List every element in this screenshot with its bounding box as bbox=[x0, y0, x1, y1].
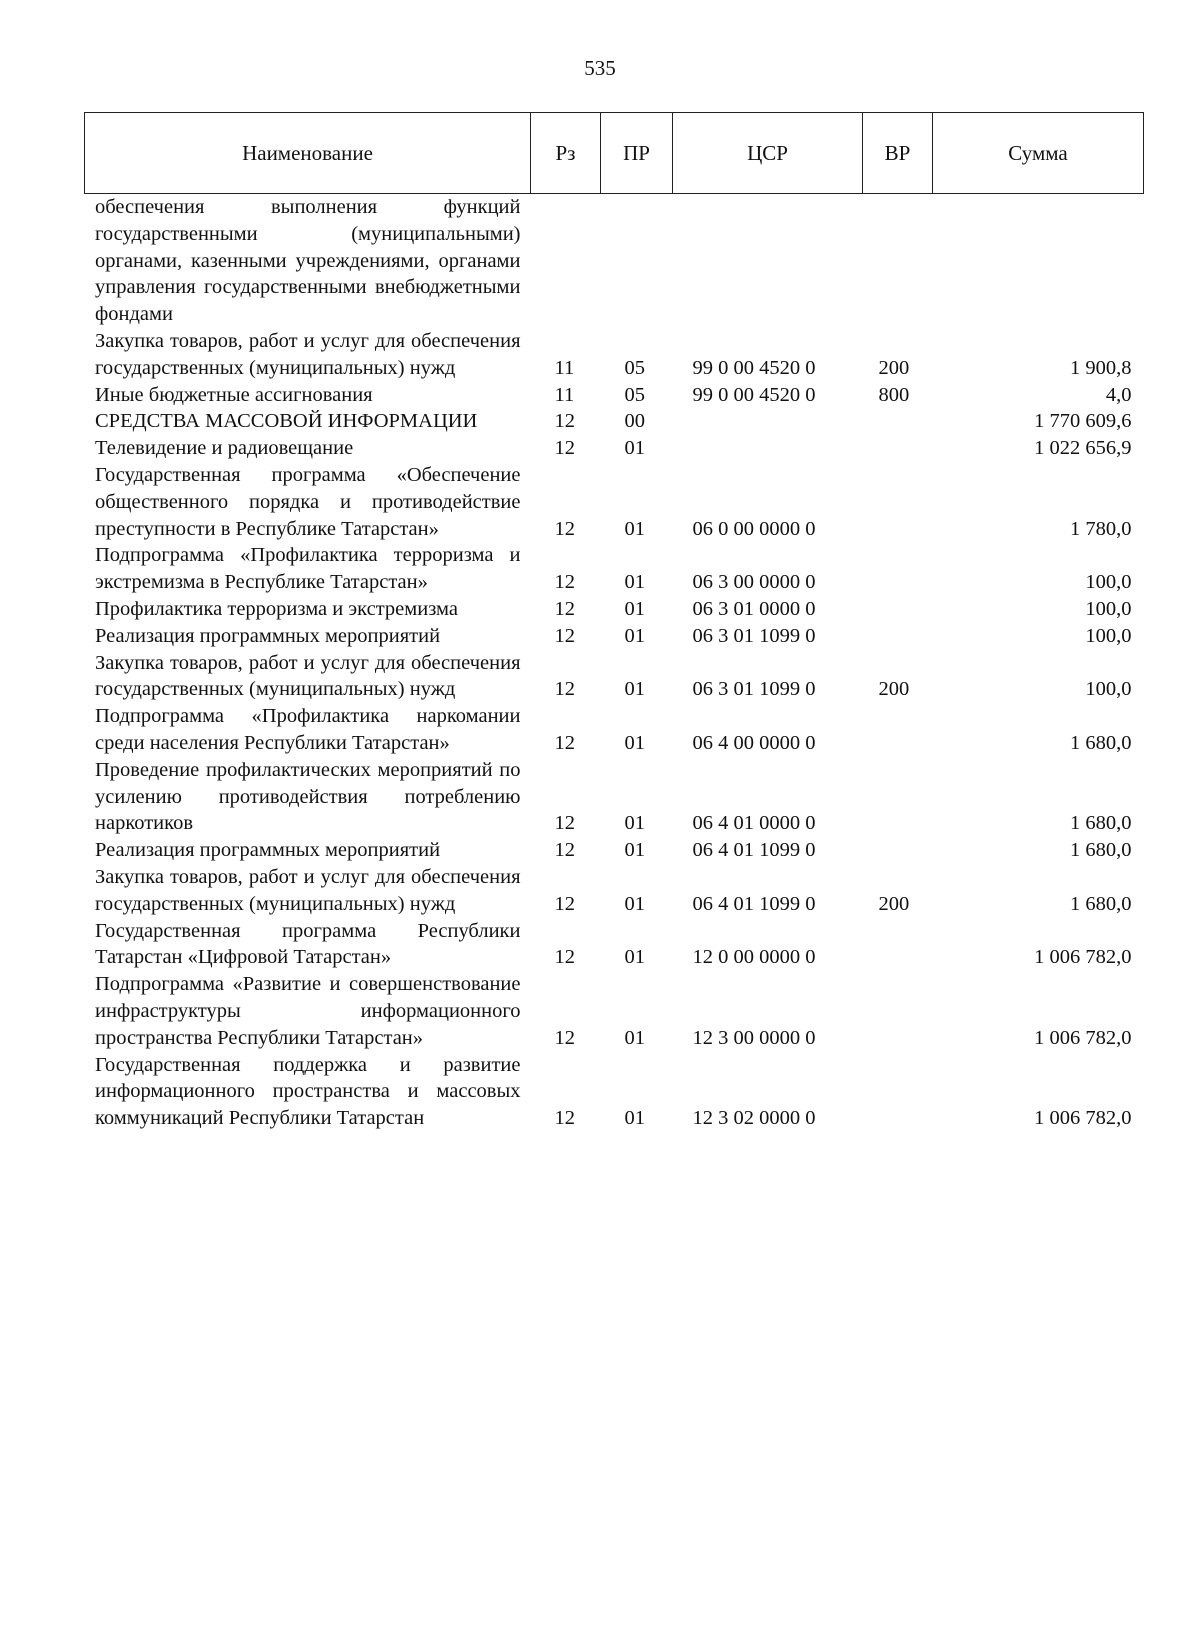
budget-table bbox=[84, 112, 1144, 1132]
table-row bbox=[85, 1052, 1144, 1132]
cell-name: Подпрограмма «Развитие и совершенствование инфраструктуры информационного пространства Республики Татарстан» bbox=[95, 973, 521, 1049]
cell-sum: 1 022 656,9 bbox=[1034, 437, 1132, 460]
cell-vr bbox=[863, 918, 933, 972]
header-row bbox=[85, 113, 1144, 194]
cell-name: Закупка товаров, работ и услуг для обеспечения государственных (муниципальных) нужд bbox=[95, 329, 521, 379]
cell-sum: 1 900,8 bbox=[1070, 356, 1132, 379]
cell-rz: 12 bbox=[554, 517, 575, 540]
cell-sum: 1 006 782,0 bbox=[1034, 1026, 1132, 1049]
table-row bbox=[85, 435, 1144, 462]
table-row bbox=[85, 408, 1144, 435]
cell-sum: 100,0 bbox=[1085, 571, 1132, 594]
cell-rz: 12 bbox=[554, 946, 575, 969]
cell-csr: 99 0 00 4520 0 bbox=[692, 356, 816, 379]
cell-csr: 12 3 02 0000 0 bbox=[692, 1107, 816, 1130]
cell-vr: 800 bbox=[878, 383, 910, 406]
cell-csr: 06 3 01 1099 0 bbox=[692, 678, 816, 701]
cell-vr bbox=[863, 194, 933, 328]
cell-sum: 100,0 bbox=[1085, 624, 1132, 647]
cell-sum: 1 680,0 bbox=[1070, 731, 1132, 754]
cell-rz: 12 bbox=[554, 1026, 575, 1049]
cell-rz: 12 bbox=[554, 892, 575, 915]
cell-vr: 200 bbox=[878, 678, 910, 701]
cell-vr bbox=[863, 837, 933, 864]
cell-rz: 12 bbox=[554, 812, 575, 835]
cell-vr: 200 bbox=[878, 356, 910, 379]
cell-vr bbox=[863, 462, 933, 542]
table-row bbox=[85, 864, 1144, 918]
cell-pr: 01 bbox=[624, 731, 645, 754]
cell-name: Подпрограмма «Профилактика терроризма и экстремизма в Республике Татарстан» bbox=[95, 544, 521, 594]
cell-csr: 06 4 01 0000 0 bbox=[692, 812, 816, 835]
table-body bbox=[85, 194, 1144, 1132]
cell-sum: 100,0 bbox=[1085, 678, 1132, 701]
cell-pr bbox=[601, 194, 673, 328]
cell-sum bbox=[933, 194, 1144, 328]
cell-vr bbox=[863, 703, 933, 757]
cell-vr bbox=[863, 542, 933, 596]
cell-rz: 11 bbox=[554, 383, 575, 406]
cell-csr: 06 3 01 0000 0 bbox=[692, 597, 816, 620]
cell-vr bbox=[863, 623, 933, 650]
cell-csr: 06 4 00 0000 0 bbox=[692, 731, 816, 754]
table-row bbox=[85, 918, 1144, 972]
cell-csr: 12 0 00 0000 0 bbox=[692, 946, 816, 969]
cell-pr: 01 bbox=[624, 839, 645, 862]
cell-name: СРЕДСТВА МАССОВОЙ ИНФОРМАЦИИ bbox=[95, 410, 478, 433]
cell-csr: 06 0 00 0000 0 bbox=[692, 517, 816, 540]
header-name: Наименование bbox=[85, 113, 531, 194]
cell-vr bbox=[863, 435, 933, 462]
cell-csr bbox=[673, 194, 863, 328]
cell-name: Реализация программных мероприятий bbox=[95, 624, 441, 647]
cell-pr: 01 bbox=[624, 624, 645, 647]
cell-rz: 12 bbox=[554, 678, 575, 701]
table-row bbox=[85, 382, 1144, 409]
cell-name: Телевидение и радиовещание bbox=[95, 437, 354, 460]
table-header bbox=[85, 113, 1144, 194]
cell-csr: 06 4 01 1099 0 bbox=[692, 892, 816, 915]
cell-rz: 11 bbox=[554, 356, 575, 379]
cell-pr: 01 bbox=[624, 1107, 645, 1130]
cell-name: Государственная поддержка и развитие информационного пространства и массовых коммуникаций Республики Татарстан bbox=[95, 1053, 521, 1130]
cell-rz: 12 bbox=[554, 410, 575, 433]
cell-pr: 05 bbox=[624, 356, 645, 379]
cell-pr: 01 bbox=[624, 597, 645, 620]
cell-rz: 12 bbox=[554, 571, 575, 594]
table-row bbox=[85, 837, 1144, 864]
cell-vr bbox=[863, 971, 933, 1051]
cell-name: Проведение профилактических мероприятий по усилению противодействия потреблению наркотиков bbox=[95, 758, 521, 835]
cell-rz: 12 bbox=[554, 624, 575, 647]
cell-rz: 12 bbox=[554, 597, 575, 620]
header-csr: ЦСР bbox=[673, 113, 863, 194]
table-row bbox=[85, 623, 1144, 650]
cell-csr: 06 3 00 0000 0 bbox=[692, 571, 816, 594]
cell-rz: 12 bbox=[554, 1107, 575, 1130]
cell-rz: 12 bbox=[554, 437, 575, 460]
header-vr: ВР bbox=[863, 113, 933, 194]
cell-sum: 1 770 609,6 bbox=[1034, 410, 1132, 433]
table-row bbox=[85, 757, 1144, 837]
cell-pr: 01 bbox=[624, 437, 645, 460]
cell-name: Профилактика терроризма и экстремизма bbox=[95, 597, 458, 620]
cell-csr bbox=[673, 435, 863, 462]
cell-vr bbox=[863, 757, 933, 837]
cell-pr: 01 bbox=[624, 946, 645, 969]
header-sum: Сумма bbox=[933, 113, 1144, 194]
table-row bbox=[85, 650, 1144, 704]
page-number: 535 bbox=[584, 56, 616, 80]
cell-name: Реализация программных мероприятий bbox=[95, 839, 441, 862]
table-row bbox=[85, 462, 1144, 542]
table-row bbox=[85, 542, 1144, 596]
cell-csr: 06 4 01 1099 0 bbox=[692, 839, 816, 862]
cell-vr bbox=[863, 408, 933, 435]
cell-sum: 1 680,0 bbox=[1070, 812, 1132, 835]
cell-rz: 12 bbox=[554, 839, 575, 862]
cell-sum: 1 006 782,0 bbox=[1034, 946, 1132, 969]
cell-pr: 01 bbox=[624, 571, 645, 594]
cell-sum: 1 780,0 bbox=[1070, 517, 1132, 540]
cell-name: Государственная программа «Обеспечение общественного порядка и противодействие преступности в Республике Татарстан» bbox=[95, 463, 521, 540]
cell-csr: 99 0 00 4520 0 bbox=[692, 383, 816, 406]
cell-pr: 05 bbox=[624, 383, 645, 406]
cell-name: Государственная программа Республики Татарстан «Цифровой Татарстан» bbox=[95, 919, 521, 969]
cell-rz: 12 bbox=[554, 731, 575, 754]
cell-pr: 01 bbox=[624, 1026, 645, 1049]
cell-csr: 06 3 01 1099 0 bbox=[692, 624, 816, 647]
header-rz: Рз bbox=[531, 113, 601, 194]
table-row bbox=[85, 194, 1144, 328]
cell-csr: 12 3 00 0000 0 bbox=[692, 1026, 816, 1049]
cell-name: Закупка товаров, работ и услуг для обеспечения государственных (муниципальных) нужд bbox=[95, 651, 521, 701]
cell-pr: 01 bbox=[624, 892, 645, 915]
cell-name: обеспечения выполнения функций государственными (муниципальными) органами, казенными учреждениями, органами управления государственными внебюджетными фондами bbox=[95, 196, 521, 326]
cell-vr bbox=[863, 596, 933, 623]
table-row bbox=[85, 596, 1144, 623]
cell-sum: 100,0 bbox=[1085, 597, 1132, 620]
cell-name: Иные бюджетные ассигнования bbox=[95, 383, 373, 406]
cell-sum: 4,0 bbox=[1105, 383, 1132, 406]
header-pr: ПР bbox=[601, 113, 673, 194]
cell-rz bbox=[531, 194, 601, 328]
cell-pr: 01 bbox=[624, 812, 645, 835]
cell-sum: 1 680,0 bbox=[1070, 839, 1132, 862]
cell-pr: 00 bbox=[624, 410, 645, 433]
cell-pr: 01 bbox=[624, 678, 645, 701]
cell-pr: 01 bbox=[624, 517, 645, 540]
cell-name: Закупка товаров, работ и услуг для обеспечения государственных (муниципальных) нужд bbox=[95, 865, 521, 915]
cell-vr bbox=[863, 1052, 933, 1132]
cell-sum: 1 680,0 bbox=[1070, 892, 1132, 915]
cell-sum: 1 006 782,0 bbox=[1034, 1107, 1132, 1130]
cell-vr: 200 bbox=[878, 892, 910, 915]
table-row bbox=[85, 703, 1144, 757]
cell-name: Подпрограмма «Профилактика наркомании среди населения Республики Татарстан» bbox=[95, 705, 521, 754]
table-row bbox=[85, 971, 1144, 1051]
cell-csr bbox=[673, 408, 863, 435]
table-row bbox=[85, 328, 1144, 382]
